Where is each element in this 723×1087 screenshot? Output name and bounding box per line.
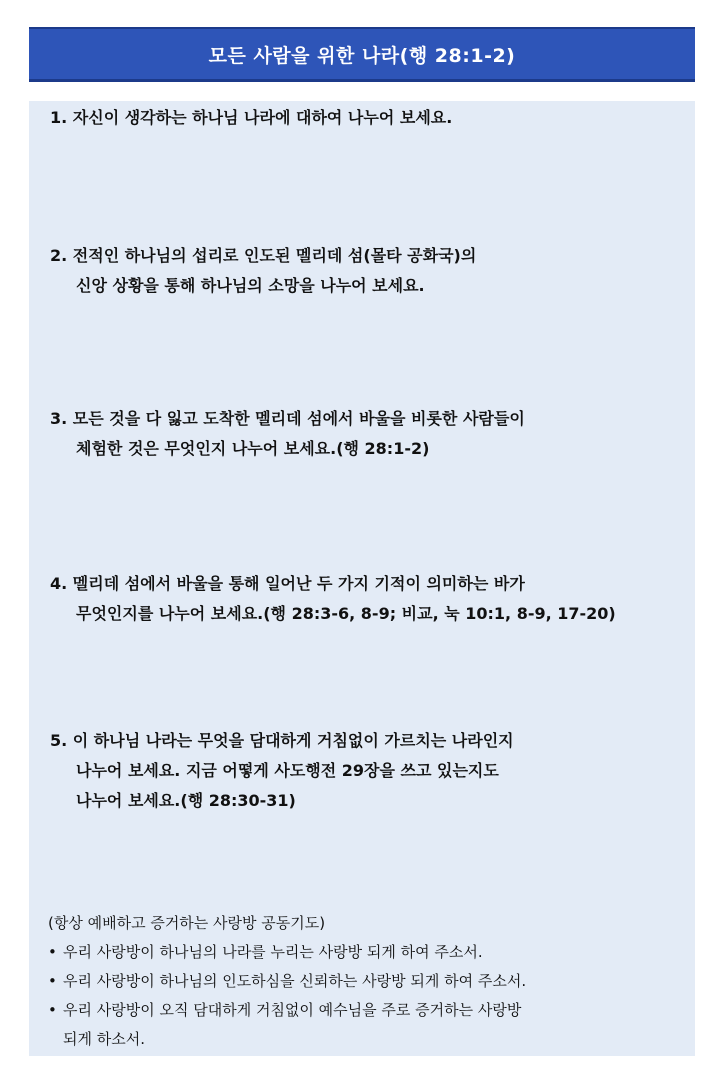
question-3 bbox=[50, 404, 690, 464]
question-line: 나누어 보세요. 지금 어떻게 사도행전 29장을 쓰고 있는지도 bbox=[76, 761, 499, 780]
prayer-item-text: 우리 사랑방이 하나님의 인도하심을 신뢰하는 사랑방 되게 하여 주소서. bbox=[63, 972, 527, 990]
question-line: 체험한 것은 무엇인지 나누어 보세요.(행 28:1-2) bbox=[76, 439, 430, 458]
bullet-icon: • bbox=[48, 943, 57, 961]
question-1 bbox=[50, 103, 690, 133]
question-5 bbox=[50, 726, 690, 816]
bullet-icon: • bbox=[48, 972, 57, 990]
question-line: 4. 멜리데 섬에서 바울을 통해 일어난 두 가지 기적이 의미하는 바가 bbox=[50, 574, 525, 593]
question-4 bbox=[50, 569, 690, 629]
question-line: 무엇인지를 나누어 보세요.(행 28:3-6, 8-9; 비교, 눅 10:1, 8-9, 17-20) bbox=[76, 604, 616, 623]
prayer-item-text-continued: 되게 하소서. bbox=[63, 1030, 145, 1048]
bullet-icon: • bbox=[48, 1001, 57, 1019]
prayer-item-2 bbox=[48, 967, 688, 996]
question-line: 1. 자신이 생각하는 하나님 나라에 대하여 나누어 보세요. bbox=[50, 108, 453, 127]
prayer-heading: (항상 예배하고 증거하는 사랑방 공동기도) bbox=[48, 914, 326, 932]
question-2 bbox=[50, 241, 690, 301]
question-line: 신앙 상황을 통해 하나님의 소망을 나누어 보세요. bbox=[76, 276, 425, 295]
worksheet-panel bbox=[29, 101, 695, 1056]
page-title: 모든 사람을 위한 나라(행 28:1-2) bbox=[208, 44, 516, 67]
prayer-item-3 bbox=[48, 996, 688, 1025]
prayer-item-text: 우리 사랑방이 오직 담대하게 거침없이 예수님을 주로 증거하는 사랑방 bbox=[63, 1001, 522, 1019]
title-bar bbox=[29, 27, 695, 82]
prayer-item-text: 우리 사랑방이 하나님의 나라를 누리는 사랑방 되게 하여 주소서. bbox=[63, 943, 483, 961]
prayer-section bbox=[48, 909, 688, 1054]
question-line: 3. 모든 것을 다 잃고 도착한 멜리데 섬에서 바울을 비롯한 사람들이 bbox=[50, 409, 525, 428]
question-line: 나누어 보세요.(행 28:30-31) bbox=[76, 791, 296, 810]
prayer-item-1 bbox=[48, 938, 688, 967]
question-line: 2. 전적인 하나님의 섭리로 인도된 멜리데 섬(몰타 공화국)의 bbox=[50, 246, 477, 265]
question-line: 5. 이 하나님 나라는 무엇을 담대하게 거침없이 가르치는 나라인지 bbox=[50, 731, 514, 750]
